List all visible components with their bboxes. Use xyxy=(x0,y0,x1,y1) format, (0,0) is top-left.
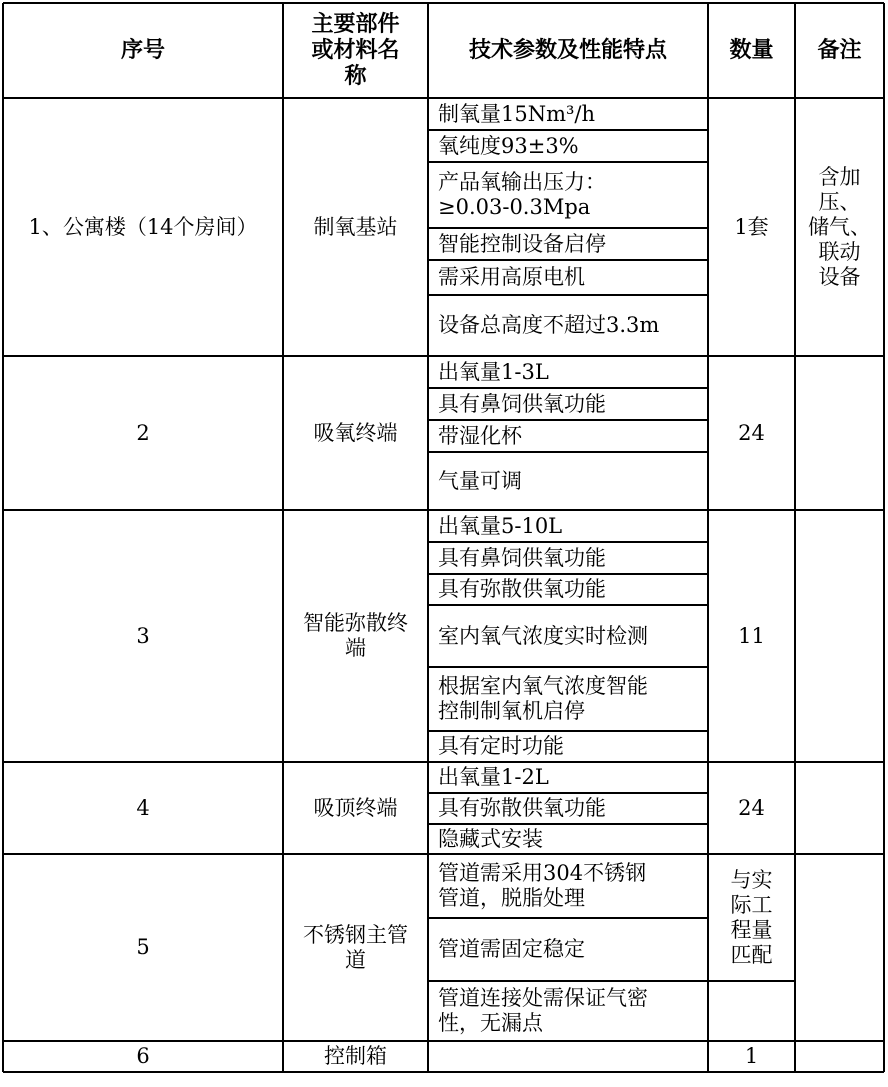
spec-divider xyxy=(428,541,708,543)
header-note: 备注 xyxy=(817,37,862,63)
note xyxy=(795,356,884,510)
spec-item: 氧纯度93±3% xyxy=(438,133,579,158)
spec-divider xyxy=(428,387,708,389)
spec-divider xyxy=(428,730,708,732)
spec-divider xyxy=(428,451,708,453)
note xyxy=(795,854,884,1041)
spec-divider xyxy=(428,604,708,606)
spec-item: 带湿化杯 xyxy=(438,423,522,448)
spec-item: 隐藏式安装 xyxy=(438,826,543,851)
quantity: 1 xyxy=(744,1044,759,1068)
header-part: 主要部件 或材料名 称 xyxy=(311,11,400,89)
row-border xyxy=(3,509,884,511)
spec-item: 气量可调 xyxy=(438,468,522,493)
spec-divider xyxy=(428,573,708,575)
part-name: 控制箱 xyxy=(324,1044,387,1068)
spec-item: 出氧量1-2L xyxy=(438,765,549,789)
spec-item: 具有定时功能 xyxy=(438,734,564,758)
spec-item: 室内氧气浓度实时检测 xyxy=(438,623,648,648)
spec-item: 出氧量5-10L xyxy=(438,513,563,538)
column-border xyxy=(2,3,4,1072)
note xyxy=(795,510,884,762)
header-qty: 数量 xyxy=(729,37,774,63)
column-border xyxy=(282,3,284,1072)
quantity: 24 xyxy=(738,420,765,445)
spec-divider xyxy=(428,980,708,982)
header-spec: 技术参数及性能特点 xyxy=(468,37,667,63)
quantity: 1套 xyxy=(734,214,769,239)
quantity: 24 xyxy=(738,795,765,820)
row-border xyxy=(3,2,884,4)
note: 含加 压、 储气、 联动 设备 xyxy=(808,164,871,289)
header-no: 序号 xyxy=(120,37,165,63)
row-number: 6 xyxy=(136,1044,150,1068)
column-border xyxy=(883,3,885,1072)
spec-divider xyxy=(428,792,708,794)
spec-item: 出氧量1-3L xyxy=(438,359,549,384)
row-number: 5 xyxy=(136,935,150,959)
spec-divider xyxy=(428,294,708,296)
spec-item: 具有鼻饲供氧功能 xyxy=(438,391,606,416)
spec-item: 管道需采用304不锈钢 管道，脱脂处理 xyxy=(438,861,647,910)
part-name: 吸氧终端 xyxy=(313,420,398,445)
note xyxy=(795,1041,884,1072)
row-number: 2 xyxy=(136,420,150,445)
row-border xyxy=(3,1040,884,1042)
part-name: 智能弥散终 端 xyxy=(303,611,408,660)
column-border xyxy=(707,3,709,1072)
spec-divider xyxy=(428,161,708,163)
spec-divider xyxy=(428,419,708,421)
row-number: 3 xyxy=(136,623,150,648)
spec-item: 管道连接处需保证气密 性，无漏点 xyxy=(438,986,648,1035)
quantity: 与实 际工 程量 匹配 xyxy=(730,867,773,967)
row-border xyxy=(3,1071,884,1073)
row-border xyxy=(3,97,884,99)
note xyxy=(795,762,884,854)
spec-item: 制氧量15Nm³/h xyxy=(438,101,596,126)
part-name: 制氧基站 xyxy=(313,214,398,239)
spec-item: 管道需固定稳定 xyxy=(438,937,585,961)
part-name: 吸顶终端 xyxy=(313,795,398,820)
spec-divider xyxy=(428,129,708,131)
quantity: 11 xyxy=(738,623,765,648)
row-border xyxy=(3,853,884,855)
part-name: 不锈钢主管 道 xyxy=(303,922,408,972)
spec-item: 产品氧输出压力： ≥0.03-0.3Mpa xyxy=(438,170,606,219)
spec-item: 设备总高度不超过3.3m xyxy=(438,313,660,337)
spec-item: 具有弥散供氧功能 xyxy=(438,796,606,820)
spec-divider xyxy=(428,917,708,919)
row-number: 1、公寓楼（14个房间） xyxy=(28,214,258,239)
spec-item xyxy=(428,1041,708,1072)
spec-item: 智能控制设备启停 xyxy=(438,231,606,256)
spec-item: 具有鼻饲供氧功能 xyxy=(438,545,606,570)
spec-divider xyxy=(428,259,708,261)
row-border xyxy=(3,355,884,357)
spec-item: 根据室内氧气浓度智能 控制制氧机启停 xyxy=(438,674,648,723)
spec-item: 具有弥散供氧功能 xyxy=(438,577,606,601)
row-border xyxy=(3,761,884,763)
row-number: 4 xyxy=(136,795,150,820)
qty-divider xyxy=(708,980,795,982)
spec-divider xyxy=(428,227,708,229)
column-border xyxy=(427,3,429,1072)
spec-divider xyxy=(428,666,708,668)
spec-divider xyxy=(428,823,708,825)
spec-item: 需采用高原电机 xyxy=(438,265,585,289)
column-border xyxy=(794,3,796,1072)
